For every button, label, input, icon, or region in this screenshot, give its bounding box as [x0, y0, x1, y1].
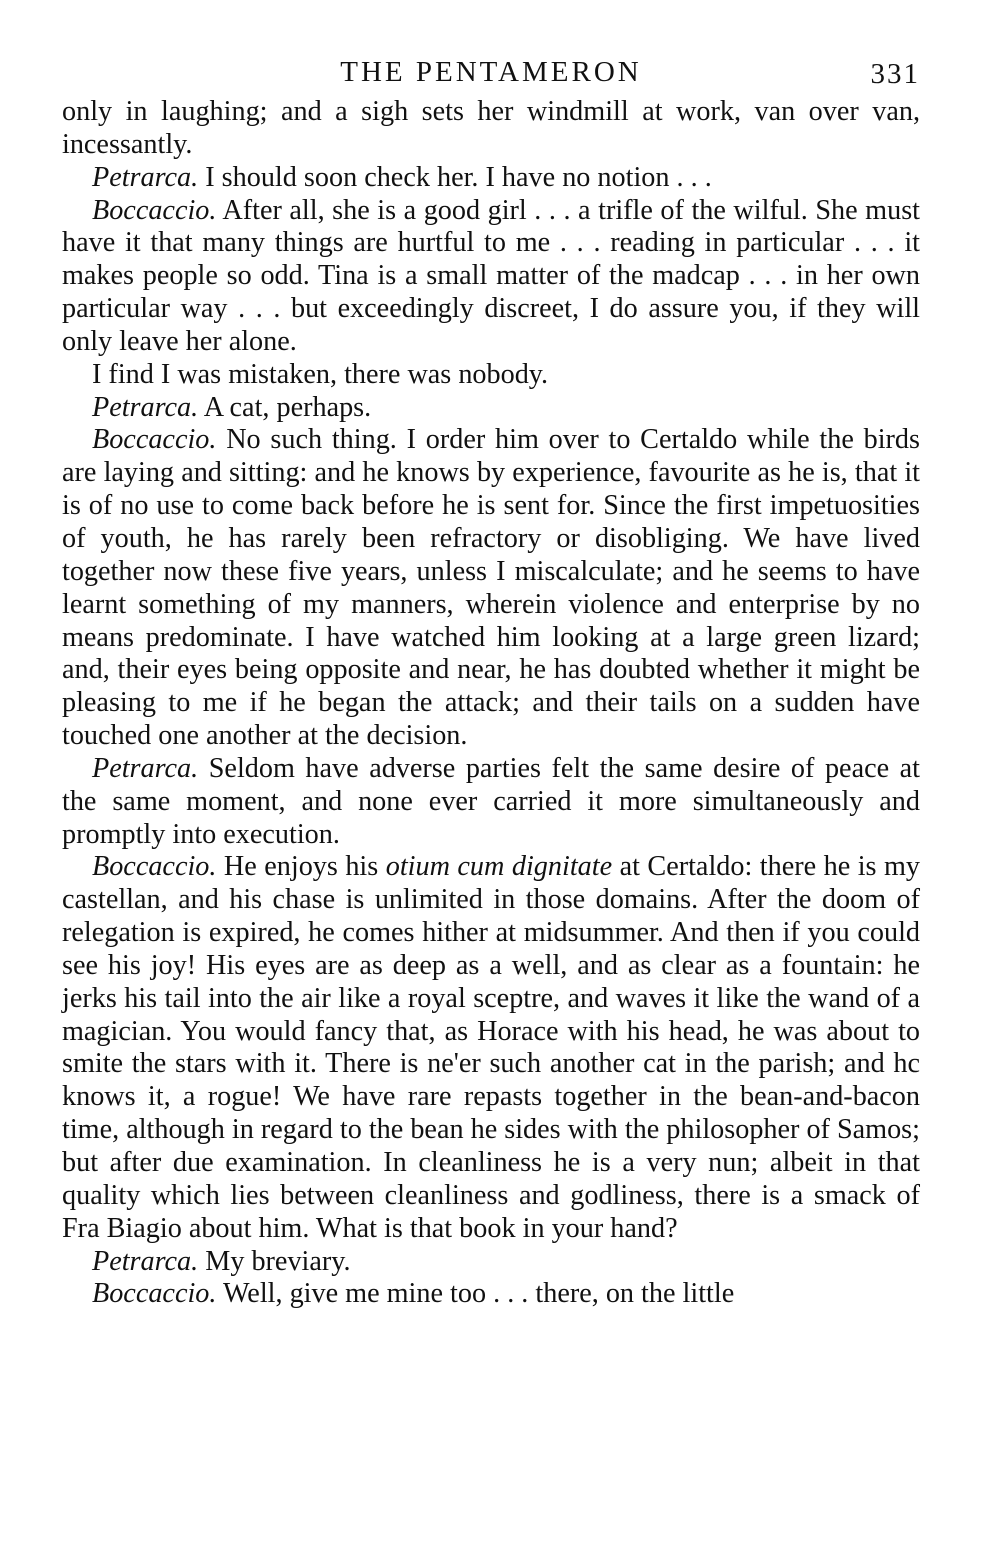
paragraph-narration — [62, 359, 920, 392]
body-text — [62, 96, 920, 1311]
speaker-name: Boccaccio. — [92, 851, 217, 883]
paragraph-text: After all, she is a good girl . . . a trifle of the wilful. She must have it that many things are hurtful to me . . . reading in particular . . . it makes people so odd. Tina is a small matter of the madcap . . . in her own particular way . . . but exceedingly discreet, I do assure you, if they will only leave her alone. — [62, 194, 920, 357]
paragraph-boccaccio — [62, 195, 920, 359]
paragraph-text: Well, give me mine too . . . there, on the little — [216, 1278, 735, 1310]
paragraph-petrarca — [62, 162, 920, 195]
paragraph-petrarca — [62, 1246, 920, 1279]
page-number: 331 — [870, 58, 920, 90]
paragraph-petrarca — [62, 753, 920, 852]
latin-phrase: otium cum dignitate — [385, 851, 613, 883]
speaker-name: Boccaccio. — [92, 424, 217, 456]
speaker-name: Boccaccio. — [92, 1278, 217, 1310]
speaker-name: Petrarca. — [92, 752, 199, 784]
speaker-name: Petrarca. — [92, 391, 199, 423]
paragraph-continuation — [62, 96, 920, 162]
speaker-name: Petrarca. — [92, 1245, 199, 1277]
paragraph-text: only in laughing; and a sigh sets her windmill at work, van over van, incessantly. — [62, 96, 920, 160]
paragraph-text: Seldom have adverse parties felt the same desire of peace at the same moment, and none ever carried it more simultaneously and promptly into execution. — [62, 752, 920, 850]
paragraph-boccaccio — [62, 851, 920, 1245]
paragraph-text: at Certaldo: there he is my castellan, and his chase is unlimited in those domains. After the doom of relegation is expired, he comes hither at midsummer. And then if you could see his joy! His eyes are as deep as a well, and as clear as a fountain: he jerks his tail into the air like a royal sceptre, and waves it like the wand of a magician. You would fancy that, as Horace with his head, he was about to smite the stars with it. There is ne'er such another cat in the parish; and hc knows it, a rogue! We have rare repasts together in the bean-and-bacon time, although in regard to the bean he sides with the philosopher of Samos; but after due examination. In cleanliness he is a very nun; albeit in that quality which lies between cleanliness and godliness, there is a smack of Fra Biagio about him. What is that book in your hand? — [62, 851, 920, 1244]
book-page — [62, 52, 920, 1311]
speaker-name: Petrarca. — [92, 161, 199, 193]
paragraph-text: No such thing. I order him over to Certaldo while the birds are laying and sitting: and he knows by experience, favourite as he is, that it is of no use to come back before he is sent for. Since the first impetuosities of youth, he has rarely been refractory or disobliging. We have lived together now these five years, unless I miscalculate; and he seems to have learnt something of my manners, wherein violence and enterprise by no means predominate. I have watched him looking at a large green lizard; and, their eyes being opposite and near, he has doubted whether it might be pleasing to me if he began the attack; and their tails on a sudden have touched one another at the decision. — [62, 424, 920, 752]
paragraph-boccaccio — [62, 424, 920, 752]
paragraph-text: My breviary. — [198, 1245, 351, 1277]
paragraph-petrarca — [62, 392, 920, 425]
speaker-name: Boccaccio. — [92, 194, 217, 226]
paragraph-text: He enjoys his — [216, 851, 386, 883]
paragraph-text: I find I was mistaken, there was nobody. — [92, 358, 549, 390]
running-title: THE PENTAMERON — [340, 56, 642, 88]
paragraph-text: I should soon check her. I have no notion . . . — [198, 161, 712, 193]
page-header — [62, 52, 920, 96]
paragraph-text: A cat, perhaps. — [198, 391, 372, 423]
paragraph-boccaccio — [62, 1278, 920, 1311]
